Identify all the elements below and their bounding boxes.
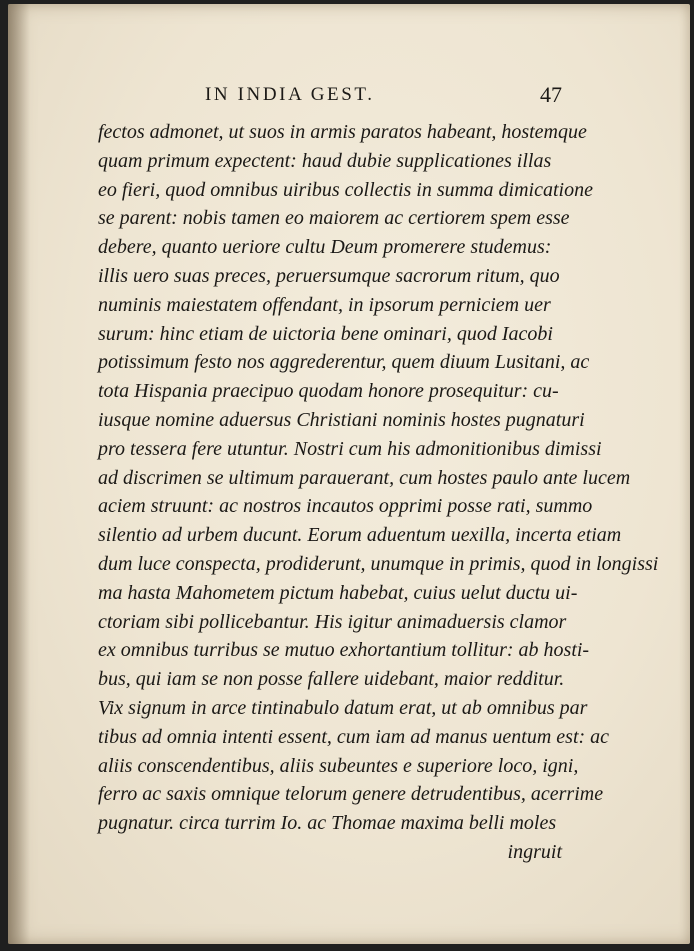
text-line: ad discrimen se ultimum parauerant, cum hostes paulo ante lucem bbox=[98, 466, 631, 489]
text-line: pugnatur. circa turrim Io. ac Thomae maxima belli moles bbox=[98, 812, 557, 835]
text-line: silentio ad urbem ducunt. Eorum aduentum uexilla, incerta etiam bbox=[98, 524, 622, 547]
text-line: quam primum expectent: haud dubie supplicationes illas bbox=[98, 149, 552, 172]
page-number: 47 bbox=[540, 82, 562, 107]
text-line: bus, qui iam se non posse fallere uidebant, maior redditur. bbox=[98, 668, 565, 691]
text-line: aciem struunt: ac nostros incautos opprimi posse rati, summo bbox=[98, 495, 593, 518]
text-line: tota Hispania praecipuo quodam honore prosequitur: cu- bbox=[98, 380, 559, 403]
catchword: ingruit bbox=[507, 840, 562, 863]
text-line: dum luce conspecta, prodiderunt, unumque in primis, quod in longissi bbox=[98, 552, 659, 575]
text-line: eo fieri, quod omnibus uiribus collectis in summa dimicatione bbox=[98, 178, 593, 201]
text-line: potissimum festo nos aggrederentur, quem diuum Lusitani, ac bbox=[98, 351, 590, 374]
text-line: fectos admonet, ut suos in armis paratos habeant, hostemque bbox=[98, 121, 587, 143]
text-line: ferro ac saxis omnique telorum genere detrudentibus, acerrime bbox=[98, 783, 604, 806]
text-line: numinis maiestatem offendant, in ipsorum perniciem uer bbox=[98, 293, 551, 316]
text-line: Vix signum in arce tintinabulo datum erat, ut ab omnibus par bbox=[98, 696, 588, 719]
text-line: ex omnibus turribus se mutuo exhortantium tollitur: ab hosti- bbox=[98, 639, 590, 662]
page-gutter-shadow bbox=[8, 4, 30, 944]
text-line: tibus ad omnia intenti essent, cum iam ad manus uentum est: ac bbox=[98, 725, 610, 748]
text-line: se parent: nobis tamen eo maiorem ac certiorem spem esse bbox=[98, 207, 570, 230]
text-line: illis uero suas preces, peruersumque sacrorum ritum, quo bbox=[98, 264, 560, 287]
text-line: ma hasta Mahometem pictum habebat, cuius uelut ductu ui- bbox=[98, 581, 578, 604]
text-line: iusque nomine aduersus Christiani nominis hostes pugnaturi bbox=[98, 408, 585, 431]
text-line: ctoriam sibi pollicebantur. His igitur animaduersis clamor bbox=[98, 610, 567, 633]
text-line: surum: hinc etiam de uictoria bene ominari, quod Iacobi bbox=[98, 322, 553, 345]
text-line: debere, quanto ueriore cultu Deum promerere studemus: bbox=[98, 236, 552, 259]
running-title: IN INDIA GEST. bbox=[205, 84, 375, 105]
text-line: aliis conscendentibus, aliis subeuntes e superiore loco, igni, bbox=[98, 754, 579, 777]
body-text bbox=[98, 118, 659, 867]
text-line: pro tessera fere utuntur. Nostri cum his admonitionibus dimissi bbox=[98, 437, 602, 460]
